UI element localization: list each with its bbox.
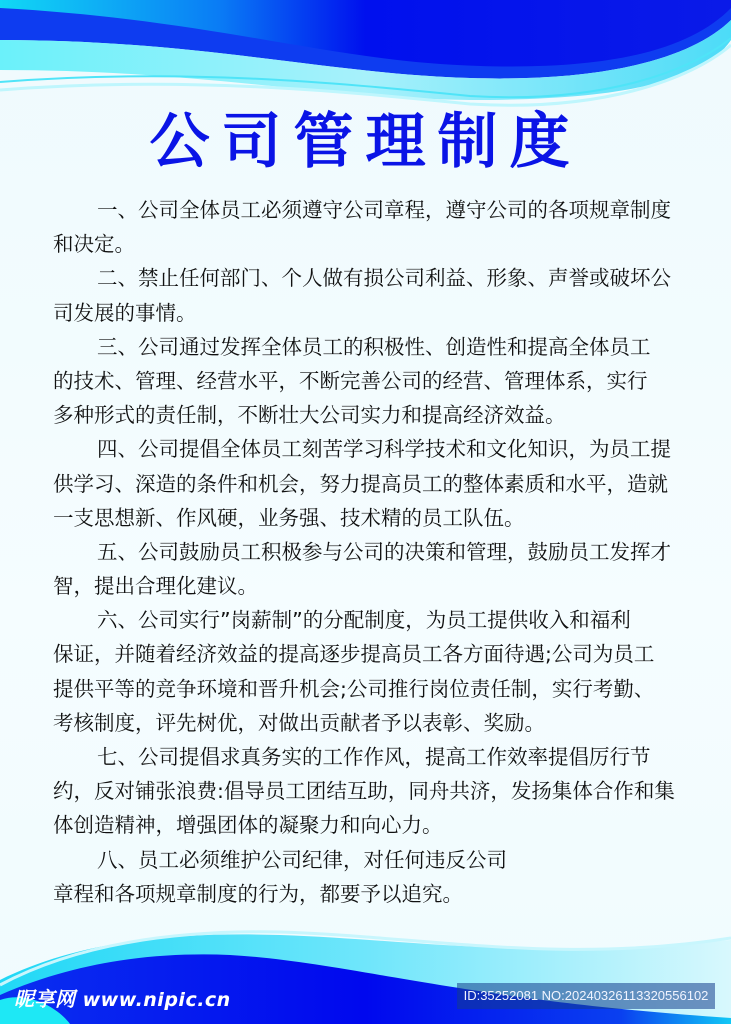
paragraph-line: 多种形式的责任制，不断壮大公司实力和提高经济效益。	[53, 403, 566, 428]
paragraph-line: 一、公司全体员工必须遵守公司章程，遵守公司的各项规章制度	[97, 198, 671, 222]
watermark-id-badge: ID:35252081 NO:20240326113320556102	[457, 983, 715, 1009]
paragraph-line: 五、公司鼓励员工积极参与公司的决策和管理，鼓励员工发挥才	[97, 539, 671, 564]
watermark-logo	[14, 983, 231, 1012]
paragraph-line: 提供平等的竞争环境和晋升机会;公司推行岗位责任制，实行考勤、	[53, 676, 655, 701]
paragraph-line: 供学习、深造的条件和机会，努力提高员工的整体素质和水平，造就	[53, 471, 668, 496]
paragraph-6	[53, 603, 693, 740]
paragraph-line: 三、公司通过发挥全体员工的积极性、创造性和提高全体员工	[97, 334, 651, 359]
paragraph-line: 的技术、管理、经营水平，不断完善公司的经营、管理体系，实行	[53, 368, 648, 393]
paragraph-line: 考核制度，评先树优，对做出贡献者予以表彰、奖励。	[53, 710, 545, 735]
paragraph-line: 六、公司实行”岗薪制”的分配制度，为员工提供收入和福利	[97, 608, 631, 633]
watermark-logo-cn: 昵享网	[14, 987, 76, 1011]
paragraph-line: 一支思想新、作风硬，业务强、技术精的员工队伍。	[53, 505, 525, 530]
paragraph-8	[53, 843, 693, 911]
paragraph-7	[53, 740, 693, 843]
paragraph-line: 章程和各项规章制度的行为，都要予以追究。	[53, 881, 463, 906]
top-wave-decoration	[0, 0, 731, 110]
paragraph-line: 二、禁止任何部门、个人做有损公司利益、形象、声誉或破坏公	[97, 266, 671, 291]
paragraph-line: 保证，并随着经济效益的提高逐步提高员工各方面待遇;公司为员工	[53, 642, 655, 667]
paragraph-line: 四、公司提倡全体员工刻苦学习科学技术和文化知识，为员工提	[97, 437, 671, 462]
paragraph-2	[53, 261, 693, 329]
paragraph-5	[53, 535, 693, 603]
watermark-url: www.nipic.cn	[82, 989, 231, 1011]
page-title: 公司管理制度	[149, 107, 582, 177]
paragraph-line: 智，提出合理化建议。	[53, 574, 258, 599]
paragraph-line: 七、公司提倡求真务实的工作作风，提高工作效率提倡厉行节	[97, 745, 651, 769]
paragraph-line: 体创造精神，增强团体的凝聚力和向心力。	[53, 813, 443, 838]
paragraph-1	[53, 193, 693, 261]
paragraph-line: 约，反对铺张浪费:倡导员工团结互助，同舟共济，发扬集体合作和集	[53, 779, 675, 804]
paragraph-3	[53, 330, 693, 433]
paragraph-line: 和决定。	[53, 232, 135, 257]
paragraph-line: 司发展的事情。	[53, 300, 197, 325]
paragraph-line: 八、员工必须维护公司纪律，对任何违反公司	[97, 847, 507, 872]
regulations-body	[53, 193, 693, 911]
paragraph-4	[53, 432, 693, 535]
